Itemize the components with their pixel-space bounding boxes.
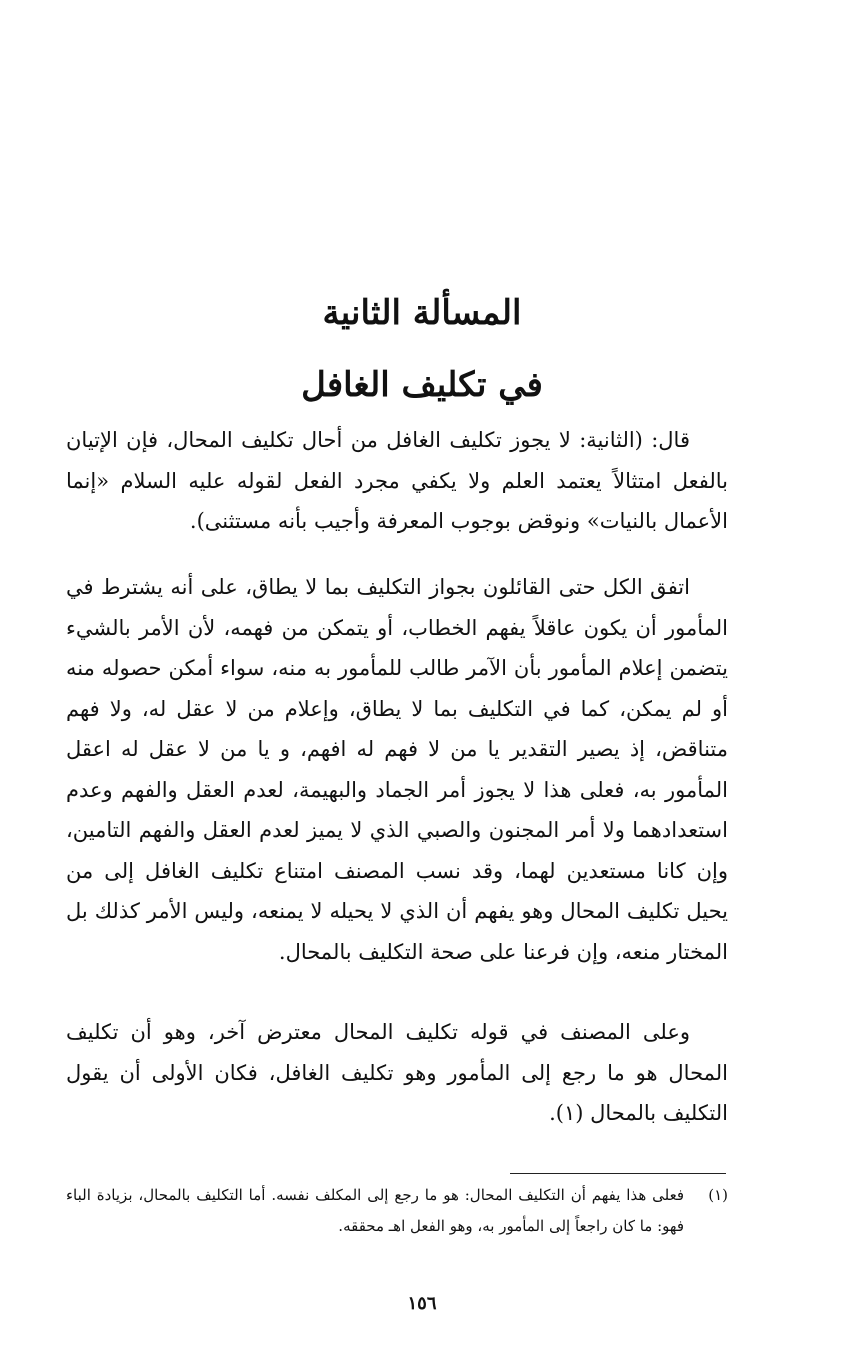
footnote-number: (١) [708, 1186, 728, 1204]
chapter-subtitle: في تكليف الغافل [301, 365, 543, 405]
page-number: ١٥٦ [407, 1293, 437, 1314]
paragraph-commentary: اتفق الكل حتى القائلون بجواز التكليف بما لا يطاق، على أنه يشترط في المأمور أن يكون عاقلاً يفهم الخطاب، أو يتمكن من فهمه، لأن الأمر بالشيء يتضمن إعلام المأمور بأن الآمر طالب للمأمور به منه، سواء أمكن حصوله منه أو لم يمكن، كما في التكليف بما لا يطاق، وإعلام من لا عقل له، ولا فهم متناقض، إذ يصير التقدير يا من لا فهم له افهم، و يا من لا عقل له اعقل المأمور به، فعلى هذا لا يجوز أمر الجماد والبهيمة، لعدم العقل والفهم وعدم استعدادهما ولا أمر المجنون والصبي الذي لا يميز لعدم العقل والفهم التامين، وإن كانا مستعدين لهما، وقد نسب المصنف امتناع تكليف الغافل إلى من يحيل تكليف المحال وهو يفهم أن الذي لا يحيله لا يمنعه، وليس الأمر كذلك بل المختار منعه، وإن فرعنا على صحة التكليف بالمحال. [66, 575, 728, 964]
footnote-text: فعلى هذا يفهم أن التكليف المحال: هو ما رجع إلى المكلف نفسه. أما التكليف بالمحال، بزيادة الباء فهو: ما كان راجعاً إلى المأمور به، وهو الفعل اهـ محققه. [66, 1186, 684, 1235]
chapter-title: المسألة الثانية [322, 293, 522, 333]
footnote-divider [510, 1173, 726, 1174]
footnote [66, 1180, 728, 1242]
paragraph-objection: وعلى المصنف في قوله تكليف المحال معترض آخر، وهو أن تكليف المحال هو ما رجع إلى المأمور وهو تكليف الغافل، فكان الأولى أن يقول التكليف بالمحال (١). [66, 1020, 728, 1125]
paragraph-quote: قال: (الثانية: لا يجوز تكليف الغافل من أحال تكليف المحال، فإن الإتيان بالفعل امتثالاً يعتمد العلم ولا يكفي مجرد الفعل لقوله عليه السلام «إنما الأعمال بالنيات» ونوقض بوجوب المعرفة وأجيب بأنه مستثنى). [66, 428, 728, 533]
